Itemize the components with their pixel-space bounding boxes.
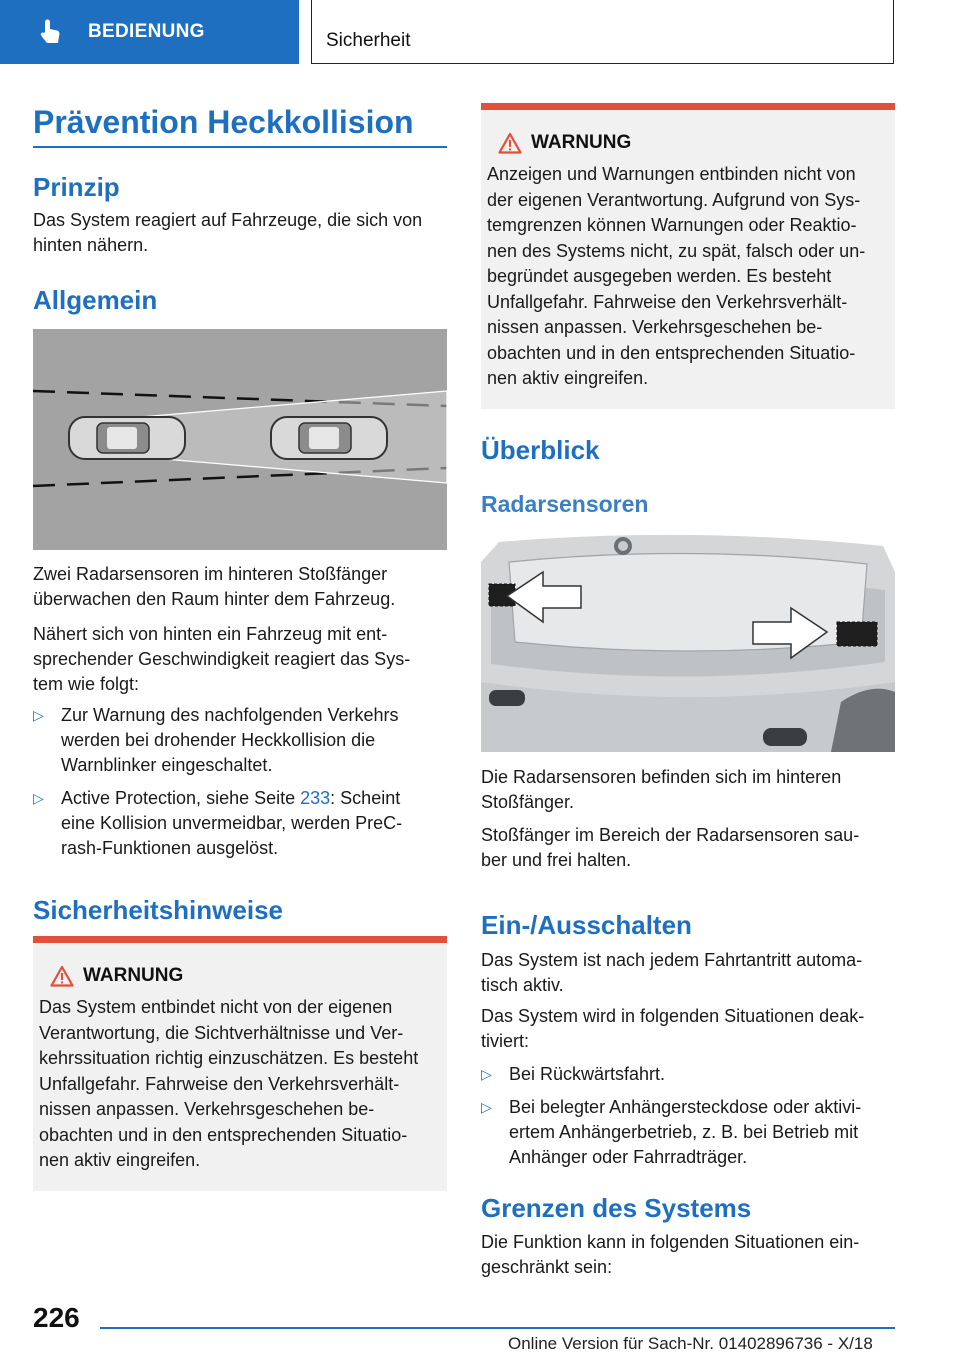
chapter-title: Sicherheit — [326, 30, 411, 51]
warning-box — [33, 936, 447, 1191]
bullet-triangle-icon: ▷ — [33, 790, 44, 806]
warning-title: WARNUNG — [531, 132, 632, 153]
allgemein-p2: Nähert sich von hinten ein Fahrzeug mit ent- sprechender Geschwindigkeit reagiert das Sys- tem wie folgt: — [33, 624, 411, 694]
section-label: BEDIENUNG — [88, 21, 205, 42]
bullet-triangle-icon: ▷ — [33, 707, 44, 723]
ein-p2: Das System wird in folgenden Situationen deak- tiviert: — [481, 1006, 865, 1051]
list-item: ▷ Zur Warnung des nachfolgenden Verkehrs werden bei drohender Heckkollision die Warnblinker eingeschaltet. — [33, 705, 399, 775]
warning-triangle-icon — [50, 965, 74, 992]
list-item: ▷ Bei Rückwärtsfahrt. — [481, 1062, 901, 1090]
heading-grenzen: Grenzen des Systems — [481, 1193, 752, 1223]
warning-title: WARNUNG — [83, 965, 184, 986]
page-number: 226 — [33, 1302, 80, 1333]
radar-sensor-illustration — [481, 532, 895, 752]
heading-allgemein: Allgemein — [33, 285, 158, 315]
radar-p1: Die Radarsensoren befinden sich im hinteren Stoßfänger. — [481, 767, 842, 812]
hand-pointer-icon — [36, 17, 66, 47]
prinzip-text: Das System reagiert auf Fahrzeuge, die sich von hinten nähern. — [33, 210, 423, 255]
grenzen-text: Die Funktion kann in folgenden Situationen ein- geschränkt sein: — [481, 1232, 860, 1277]
warning-box — [481, 103, 895, 409]
heading-prinzip: Prinzip — [33, 172, 120, 202]
footer-rule — [100, 1327, 895, 1329]
warning-triangle-icon — [498, 132, 522, 159]
warning-bar — [481, 103, 895, 110]
list-item: ▷ Bei belegter Anhängersteckdose oder aktivi- ertem Anhängerbetrieb, z. B. bei Betrieb mit Anhänger oder Fahrradträger. — [481, 1097, 862, 1167]
section-tab[interactable] — [0, 0, 299, 64]
page-link[interactable]: 233 — [300, 788, 331, 808]
radar-p2: Stoßfänger im Bereich der Radarsensoren sau- ber und frei halten. — [481, 825, 860, 870]
list-item: ▷ Active Protection, siehe Seite 233: Scheint eine Kollision unvermeidbar, werden PreC- rash-Funktionen ausgelöst. — [33, 788, 403, 858]
title-rule — [33, 146, 447, 148]
warning-text: Das System entbindet nicht von der eigenen Verantwortung, die Sichtverhältnisse und Ver- kehrssituation richtig einzuschätzen. Es besteht Unfallgefahr. Fahrweise den Verkehrsverhält- nissen anpassen. Verkehrsgeschehen be- obachten und in den entsprechenden Situatio- nen aktiv eingreifen. — [39, 997, 419, 1170]
bullet-triangle-icon: ▷ — [481, 1066, 492, 1082]
footer-text: Online Version für Sach-Nr. 01402896736 - X/18 — [508, 1334, 873, 1353]
heading-ein-ausschalten: Ein-/Ausschalten — [481, 910, 692, 940]
warning-text: Anzeigen und Warnungen entbinden nicht von der eigenen Verantwortung. Aufgrund von Sys- temgrenzen können Warnungen oder Reaktio- nen des Systems nicht, zu spät, falsch oder un- begründet ausgegeben werden. Es besteht Unfallgefahr. Fahrweise den Verkehrsverhält- nissen anpassen. Verkehrsgeschehen be- obachten und in den entsprechenden Situatio- nen aktiv eingreifen. — [487, 164, 866, 388]
bullet-triangle-icon: ▷ — [481, 1099, 492, 1115]
heading-ueberblick: Überblick — [481, 435, 600, 465]
allgemein-p1: Zwei Radarsensoren im hinteren Stoßfänger überwachen den Raum hinter dem Fahrzeug. — [33, 564, 396, 609]
warning-bar — [33, 936, 447, 943]
heading-sicherheitshinweise: Sicherheitshinweise — [33, 895, 283, 925]
rear-detection-illustration — [33, 329, 447, 550]
heading-radarsensoren: Radarsensoren — [481, 491, 649, 517]
ein-p1: Das System ist nach jedem Fahrtantritt automa- tisch aktiv. — [481, 950, 863, 995]
chapter-header — [311, 0, 894, 64]
page-title: Prävention Heckkollision — [33, 104, 414, 140]
